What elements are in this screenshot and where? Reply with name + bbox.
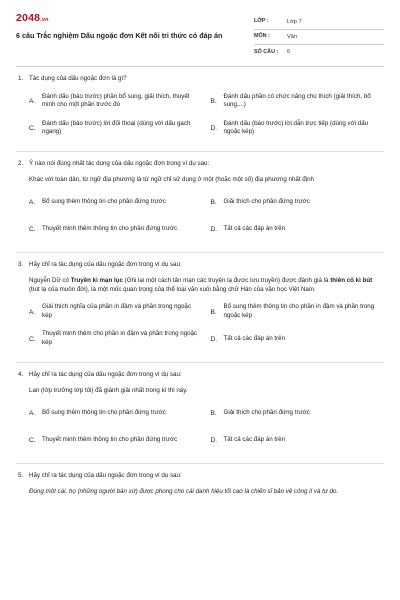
option-c[interactable]	[29, 326, 203, 353]
question-1	[16, 67, 384, 152]
option-text: Đánh dấu (báo trước) lời dẫn trực tiếp (dùng với dấu ngoặc kép)	[223, 119, 369, 136]
option-c[interactable]	[29, 216, 203, 243]
meta-row-grade	[254, 15, 384, 30]
option-d[interactable]	[211, 427, 385, 454]
question-example: Khác với toàn dân, từ ngữ địa phương là từ ngữ chỉ sử dụng ở một (hoặc một số) địa phương nhất định	[29, 175, 314, 183]
option-d[interactable]	[211, 115, 385, 142]
question-number: 4.	[18, 370, 24, 378]
site-logo[interactable]	[16, 13, 248, 24]
logo-tld: .vn	[40, 17, 49, 23]
option-b[interactable]	[211, 400, 385, 427]
option-letter: D.	[210, 335, 218, 343]
question-number: 1.	[18, 75, 24, 82]
header-left	[16, 13, 248, 60]
question-header	[16, 472, 384, 481]
option-letter: A.	[29, 198, 36, 206]
meta-row-subject	[254, 30, 384, 45]
option-text: Thuyết minh thêm thông tin cho phần đứng trước	[42, 224, 178, 232]
options-grid	[29, 400, 384, 454]
option-letter: B.	[210, 409, 217, 417]
option-a[interactable]	[29, 88, 203, 115]
logo-main: 2048	[16, 12, 41, 24]
options-grid	[29, 299, 384, 353]
option-text: Tất cả các đáp án trên	[223, 224, 286, 232]
meta-label-grade: LỚP :	[254, 18, 269, 25]
question-header	[16, 261, 384, 270]
option-letter: D.	[210, 124, 218, 132]
meta-value-count: 6	[287, 49, 291, 56]
option-c[interactable]	[29, 115, 203, 142]
option-text: Giải thích nghĩa của phần in đậm và phần trong ngoặc kép	[42, 303, 191, 320]
question-example	[29, 277, 384, 295]
option-b[interactable]	[211, 88, 385, 115]
option-letter: C.	[29, 436, 36, 444]
options-grid	[29, 88, 384, 142]
option-text: Giải thích cho phần đứng trước	[223, 408, 310, 416]
question-3	[16, 253, 384, 363]
option-text: Thuyết minh thêm cho phần in đậm và phần trong ngoặc kép	[42, 330, 198, 347]
question-text: Ý nào nói đúng nhất tác dụng của dấu ngoặc đơn trong ví dụ sau:	[29, 159, 210, 167]
option-letter: C.	[29, 335, 36, 343]
option-text: Đánh dấu (báo trước) phần bổ sung, giải thích, thuyết minh cho một phần trước đó	[42, 92, 190, 109]
option-letter: B.	[210, 198, 217, 206]
example-text: (bút lạ của muôn đời), là một mốc quan trọng của thể loại văn xuôi bằng chữ Hán của văn học Việt Nam.	[29, 285, 316, 293]
question-header	[16, 75, 384, 84]
question-text: Hãy chỉ ra tác dụng của dấu ngoặc đơn trong ví dụ sau:	[29, 370, 182, 378]
question-example: Đúng một cái, họ (những người bán xứ) được phong cho cái danh hiệu tối cao là chiến sĩ bảo vệ công lí và tự do.	[29, 487, 339, 495]
option-b[interactable]	[211, 299, 385, 326]
meta-table	[254, 15, 384, 60]
question-number: 2.	[18, 159, 24, 167]
option-text: Giải thích cho phần đứng trước	[223, 197, 310, 205]
option-text: Bổ sung thêm thông tin cho phần đứng trước	[42, 408, 166, 416]
option-text: Thuyết minh thêm thông tin cho phần đứng trước	[42, 435, 178, 443]
meta-label-count: SỐ CÂU :	[254, 48, 279, 55]
option-c[interactable]	[29, 427, 203, 454]
document-title: 6 câu Trắc nghiệm Dấu ngoặc đơn Kết nối tri thức có đáp án	[16, 30, 223, 40]
question-header	[16, 160, 384, 169]
meta-row-count	[254, 45, 384, 60]
option-letter: A.	[29, 409, 36, 417]
option-a[interactable]	[29, 189, 203, 216]
example-text: (Ghi lại một cách tản mạn các truyện lạ được lưu truyền) được đánh giá là	[122, 276, 331, 284]
question-header	[16, 371, 384, 380]
option-a[interactable]	[29, 400, 203, 427]
question-number: 3.	[18, 260, 24, 268]
option-letter: C.	[29, 124, 36, 132]
question-2	[16, 152, 384, 253]
meta-value-grade: Lớp 7	[287, 18, 302, 25]
question-5	[16, 464, 384, 508]
question-4	[16, 363, 384, 464]
example-text: Nguyễn Dữ có	[29, 276, 71, 284]
option-d[interactable]	[211, 326, 385, 353]
meta-label-subject: MÔN :	[254, 33, 270, 40]
option-d[interactable]	[211, 216, 385, 243]
question-example: Lan (lớp trưởng lớp tôi) đã giành giải nhất trong kì thi này.	[29, 386, 188, 394]
option-letter: D.	[210, 225, 218, 233]
option-text: Đánh dấu phần có chức năng chú thích (giải thích, bổ sung,...)	[223, 92, 371, 109]
option-text: Bổ sung thêm thông tin cho phần in đậm và phần trong ngoặc kép	[223, 303, 375, 320]
question-number: 5.	[18, 471, 24, 479]
option-letter: A.	[29, 97, 36, 105]
option-text: Tất cả các đáp án trên	[223, 334, 286, 342]
question-text: Hãy chỉ ra tác dụng của dấu ngoặc đơn trong ví dụ sau:	[29, 471, 182, 479]
options-grid	[29, 189, 384, 243]
example-bold-title: Truyền kì mạn lục	[70, 276, 123, 284]
document-header	[16, 13, 384, 60]
option-text: Bổ sung thêm thông tin cho phần đứng trước	[42, 197, 166, 205]
option-a[interactable]	[29, 299, 203, 326]
option-letter: B.	[210, 97, 217, 105]
example-bold-phrase: thiên cổ kì bút	[330, 276, 373, 284]
option-letter: A.	[29, 308, 36, 316]
option-letter: B.	[210, 308, 217, 316]
question-text: Tác dụng của dấu ngoặc đơn là gì?	[29, 75, 127, 82]
option-b[interactable]	[211, 189, 385, 216]
option-text: Đánh dấu (báo trước) lời đối thoại (dùng với dấu gạch ngang)	[42, 119, 191, 136]
option-letter: C.	[29, 225, 36, 233]
question-text: Hãy chỉ ra tác dụng của dấu ngoặc đơn trong ví dụ sau:	[29, 260, 182, 268]
meta-value-subject: Văn	[287, 33, 297, 40]
option-text: Tất cả các đáp án trên	[223, 435, 286, 443]
option-letter: D.	[210, 436, 218, 444]
